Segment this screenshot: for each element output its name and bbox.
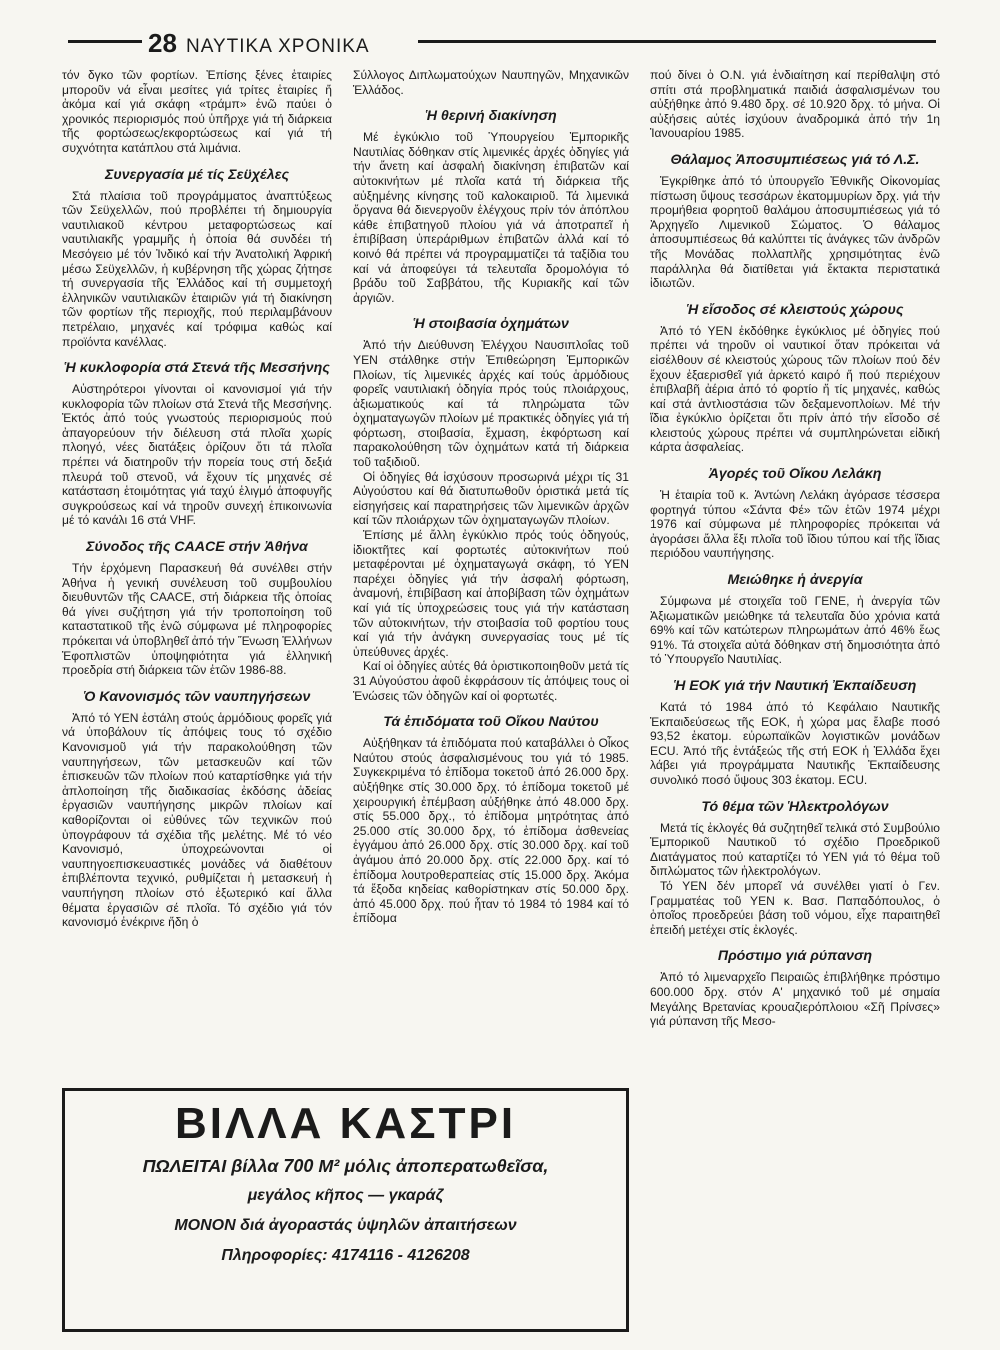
article-paragraph: Αὐστηρότεροι γίνονται οἱ κανονισμοί γιά τήν κυκλοφορία τῶν πλοίων στά Στενά τῆς Μεσσήνης. Ἐκτός ἀπό τούς γνωστούς περιορισμούς πού ἀπαγορεύουν τήν διέλευση στά πλοῖα χωρίς πλοηγό, νέες διατάξεις ὁρίζουν ὅτι τά πλοῖα πρέπει νά διατηροῦν τήν πορεία τους στή δεξιά πλευρά τοῦ στενοῦ, νά ἔχουν τίς μηχανές σέ κατάσταση ἑτοιμότητας γιά ταχύ ἑλιγμό ἀποφυγῆς συγκρούσεως καί νά τηροῦν συνεχή ἐπικοινωνία μέ τό κανάλι 16 στά VHF. — [62, 382, 332, 528]
article-title-eec-training: Ἡ ΕΟΚ γιά τήν Ναυτική Ἐκπαίδευση — [673, 678, 917, 694]
article-paragraph: Ἀπό τό λιμεναρχεῖο Πειραιῶς ἐπιβλήθηκε πρόστιμο 600.000 δρχ. στόν Α' μηχανικό τοῦ μέ σημαία Μεγάλης Βρετανίας κρουαζιερόπλοιου «Σῆ Πρίνσες» γιά ρύπανση τῆς Μεσο- — [650, 970, 940, 1029]
header-rule-left — [68, 40, 142, 43]
article-continuation: τόν δγκο τῶν φορτίων. Ἐπίσης ξένες ἑταιρίες μποροῦν νά εἶναι μεσίτες γιά τρίτες ἑταιρίες ἤ ἀκόμα καί γιά σκάφη «τράμπ» ἐνῶ παύει ὁ χρονικός περιορισμός πού ὑπῆρχε γιά τή διάρκεια τῆς φορτώσεως/εκφορτώσεως καί γιά τή συχνότητα κατάπλου στά λιμάνια. — [62, 68, 332, 155]
article-title-shipbuilding-regulation: Ὁ Κανονισμός τῶν ναυπηγήσεων — [83, 688, 311, 705]
article-paragraph: Μετά τίς ἐκλογές θά συζητηθεῖ τελικά στό Συμβούλιο Ἐμπορικοῦ Ναυτικοῦ τό σχέδιο Προεδρικοῦ Διατάγματος πού καταρτίζει τό ΥΕΝ γιά τό θέμα τοῦ διπλώματος τῶν ἠλεκτρολόγων. — [650, 820, 940, 879]
article-title-electricians: Τό θέμα τῶν Ἡλεκτρολόγων — [701, 798, 889, 815]
article-title-vehicle-stowage: Ἡ στοιβασία ὀχημάτων — [413, 316, 569, 333]
article-continuation: Σύλλογος Διπλωματούχων Ναυπηγῶν, Μηχανικῶν Ἑλλάδος. — [353, 68, 629, 97]
ad-phone-line: Πληροφορίες: 4174116 - 4126208 — [221, 1247, 470, 1264]
article-paragraph: Ἐγκρίθηκε ἀπό τό ὑπουργεῖο Ἐθνικῆς Οἰκονομίας πίστωση ὕψους τεσσάρων ἑκατομμυρίων δρχ. γιά τήν προμήθεια φορητοῦ θαλάμου ἀποσυμπιέσεως γιά τό Ἀρχηγεῖο Λιμενικοῦ Σώματος. Ὁ θάλαμος ἀποσυμπιέσεως θά καλύπτει τίς ἀνάγκες τῶν ἀνδρῶν τῆς Μονάδας πολλαπλῆς χρησιμότητας ἐνῶ παράλληλα θά διατίθεται γιά ἔκτακτα περιστατικά ἰδιωτῶν. — [650, 173, 940, 291]
ad-features-line: μεγάλος κῆπος — γκαράζ — [247, 1187, 444, 1204]
article-paragraph: Κατά τό 1984 ἀπό τό Κεφάλαιο Ναυτικῆς Ἐκπαιδεύσεως τῆς ΕΟΚ, ἡ χώρα μας ἔλαβε ποσό 93,52 ἑκατομ. εὐρωπαϊκῶν λογιστικῶν μονάδων ECU. Ἀπό τῆς ἐντάξεώς τῆς στή ΕΟΚ ἡ Ἑλλάδα ἔχει λάβει γιά προγράμματα Ναυτικῆς Ἐκπαίδευσης συνολικό ποσό ὕψους 303 ἑκατομ. ECU. — [650, 700, 940, 787]
column-2 — [353, 68, 629, 1083]
article-paragraph: Τήν ἐρχόμενη Παρασκευή θά συνέλθει στήν Ἀθήνα ἡ γενική συνέλευση τοῦ συμβουλίου διευθυντῶν τῆς CAACE, στή διάρκεια τῆς ὁποίας θά γίνει συζήτηση γιά τήν τροποποίηση τοῦ καταστατικοῦ τῆς ἐνῶ σύμφωνα μέ πληροφορίες πρόκειται νά ὑποβληθεῖ ἀπό τήν Ἕνωση Ἑλλήνων Ἐφοπλιστῶν ὑποψηφιότητα γιά ἑλληνική προεδρία στή διάρκεια τῶν ἐτῶν 1986-88. — [62, 561, 332, 678]
article-paragraph: Ἀπό τό ΥΕΝ ἐκδόθηκε ἐγκύκλιος μέ ὁδηγίες πού πρέπει νά τηροῦν οἱ ναυτικοί ὅταν πρόκειται νά εἰσέλθουν σέ κλειστούς χώρους τῶν πλοίων πού δέν ἔχουν ἐξαερισθεῖ γιά ἀρκετό καιρό ἤ πού περιέχουν ἐπιβλαβῆ ἀέρια ἀπό τό φορτίο ἤ τίς μηχανές, καθώς καί στά ἀντλιοστάσια τῶν δεξαμενοπλοίων. Μέ τήν ἴδια ἐγκύκλιο ὁρίζεται ὅτι πρίν ἀπό τήν εἴσοδο σέ κλειστούς χώρους πρέπει νά συμπληρώνεται εἰδική κάρτα ἀσφαλείας. — [650, 323, 940, 455]
ad-title: ΒΙΛΛΑ ΚΑΣΤΡΙ — [174, 1099, 517, 1148]
article-title-caace: Σύνοδος τῆς CAACE στήν Ἀθήνα — [86, 539, 308, 556]
article-paragraph: Στά πλαίσια τοῦ προγράμματος ἀναπτύξεως τῶν Σεϋχελλῶν, πού προβλέπει τή δημιουργία ναυτιλιακοῦ κέντρου μεταφορτώσεως καί ναυτιλιακῆς γραμμῆς ἡ ὁποία θά συνδέει τή Μεσόγειο μέ τόν Ἰνδικό καί τήν Ἀνατολική Ἀφρική μέσω Σεϋχελλῶν, ἡ κυβέρνηση τῆς χώρας ζήτησε τή συνεργασία τῆς Ἑλλάδος καί τή συμμετοχή ἑλληνικῶν ναυτιλιακῶν ἑταιριῶν γιά τή διακίνηση τῶν φορτίων τῆς περιοχῆς, πού περιλαμβάνουν πετρέλαιο, μηχανές καί τρόφιμα καθώς καί προϊόντα κανέλλας. — [62, 188, 332, 349]
article-paragraph: Οἱ ὁδηγίες θά ἰσχύσουν προσωρινά μέχρι τίς 31 Αὐγούστου καί θά διατυπωθοῦν ὁριστικά μετά τίς εἰσηγήσεις καί παρατηρήσεις τῶν λιμενικῶν ἀρχῶν καί τῶν πλοιάρχων τῶν ὀχηματαγωγῶν πλοίων. — [353, 469, 629, 528]
column-1 — [62, 68, 332, 1083]
article-paragraph: Ἐπίσης μέ ἄλλη ἐγκύκλιο πρός τούς ὁδηγούς, ἰδιοκτῆτες καί φορτωτές αὐτοκινήτων πού μεταφέρονται μέ ὀχηματαγωγά σκάφη, τό ΥΕΝ παρέχει ὁδηγίες γιά τήν ἀσφαλή φόρτωση, ἀναμονή, ἐπιβίβαση καί ἀποβίβαση τῶν ὀχημάτων καί γιά τίς ὑποχρεώσεις τους γιά τήν κατάσταση τῶν αὐτοκινήτων, τήν στοιβασία τοῦ φορτίου τους καί γιά τήν ἀνάγκη συνεργασίας τους μέ τίς ὑπεύθυνες ἀρχές. — [353, 528, 629, 659]
article-paragraph: Ἀπό τό ΥΕΝ ἐστάλη στούς ἁρμόδιους φορεῖς γιά νά ὑποβάλουν τίς ἀπόψεις τους τό σχέδιο Κανονισμοῦ γιά τήν παρακολούθηση τῶν ναυπηγήσεων, τῶν μετασκευῶν καί τῶν ἐπισκευῶν τῶν πλοίων πού καταρτίσθηκε γιά τήν ἁπλοποίηση τῆς διαδικασίας ἐκδόσης ἀδείας ἐργασιῶν ναυπήγησης μικρῶν πλοίων καί καθορίζονται οἱ εὐθύνες τῶν τεχνικῶν πού ὑπογράφουν τά σχέδια τῆς μελέτης. Μέ τό νέο Κανονισμό, ὑποχρεώνονται οἱ ναυπηγοεπισκευαστικές μονάδες νά διαθέτουν ἐπιβλέποντα τεχνικό, ρυθμίζεται ἡ μετασκευή ἡ ναυπήγηση πλοίων στό ἐξωτερικό καί ἄλλα θέματα ἐργασιῶν σέ πλοῖα. Τό σχέδιο γιά τόν κανονισμό ἐνέκρινε ἤδη ὁ — [62, 710, 332, 930]
villa-advertisement — [62, 1088, 629, 1332]
article-paragraph: Ἡ ἑταιρία τοῦ κ. Ἀντώνη Λελάκη ἀγόρασε τέσσερα φορτηγά τύπου «Σάντα Φέ» τῶν ἐτῶν 1974 μέχρι 1976 καί σύμφωνα μέ πληροφορίες πρόκειται νά ἀγοράσει ἄλλα ἕξι πλοῖα τοῦ ἴδιου τύπου καί τῆς ἴδιας περιόδου ναυπήγησης. — [650, 488, 940, 561]
ad-sale-line: ΠΩΛΕΙΤΑΙ βίλλα 700 Μ² μόλις ἀποπερατωθεῖσα, — [142, 1156, 549, 1176]
article-paragraph: Αὐξήθηκαν τά ἐπιδόματα πού καταβάλλει ὁ Οἶκος Ναύτου στούς ἀσφαλισμένους του γιά τό 1985. Συγκεκριμένα τό ἐπίδομα τοκετοῦ ἀπό 26.000 δρχ. αὐξήθηκε στίς 30.000 δρχ. τό ἐπίδομα τοκετοῦ μέ χειρουργική ἐπέμβαση αὐξήθηκε ἀπό 48.000 δρχ. στίς 55.000 δρχ., τό ἐπίδομα μητρότητας ἀπό 25.000 στίς 30.000 δρχ, τό ἐπίδομα ἀσθενείας ἐγγάμου ἀπό 26.000 δρχ. στίς 30.000 δρχ. καί τοῦ ἀγάμου ἀπό 20.000 δρχ. στίς 22.000 δρχ. καί τό ἐπίδομα λουτροθεραπείας στίς 15.000 δρχ. Ἀκόμα τά ἔξοδα κηδείας καθορίστηκαν στίς 50.000 δρχ. ἀπό 45.000 δρχ. πού ἦταν τό 1984 τό 1984 καί τό ἐπίδομα — [353, 736, 629, 926]
article-title-summer-traffic: Ἡ θερινή διακίνηση — [425, 108, 557, 125]
article-title-enclosed-spaces: Ἡ εἴσοδος σέ κλειστούς χώρους — [686, 301, 904, 318]
publication-title: ΝΑΥΤΙΚΑ ΧΡΟΝΙΚΑ — [186, 36, 370, 57]
column-3 — [650, 68, 940, 1283]
article-paragraph: Σύμφωνα μέ στοιχεῖα τοῦ ΓΕΝΕ, ἡ ἀνεργία τῶν Ἀξιωματικῶν μειώθηκε τά τελευταῖα δύο χρόνια κατά 69% καί τῶν κατώτερων πληρωμάτων ἀπό 46% ἕως 91%. Τά στοιχεῖα αὐτά δόθηκαν στή δημοσιότητα ἀπό τό Ὑπουργεῖο Ναυτιλίας. — [650, 594, 940, 667]
article-paragraph: Ἀπό τήν Διεύθυνση Ἐλέγχου Ναυσιπλοΐας τοῦ ΥΕΝ στάλθηκε στήν Ἐπιθεώρηση Ἐμπορικῶν Πλοίων, τίς λιμενικές ἀρχές καί τούς ἁρμόδιους φορεῖς ναυτιλιακή ὁδηγία πρός τούς πλοιάρχους, ἀξιωματικούς καί τά πληρώματα τῶν ὀχηματαγωγῶν πλοίων μέ πρακτικές ὁδηγίες γιά τή φόρτωση, στοιβασία, ἔχμαση, ἐκφόρτωση καί παρακολούθηση τῶν ὀχημάτων κατά τή διάρκεια τοῦ ταξιδιοῦ. — [353, 338, 629, 470]
article-title-lelakis-purchases: Ἀγορές τοῦ Οἴκου Λελάκη — [708, 466, 882, 483]
article-title-pollution-fine: Πρόστιμο γιά ρύπανση — [717, 948, 873, 965]
article-title-decompression-chamber: Θάλαμος Ἀποσυμπιέσεως γιά τό Λ.Σ. — [670, 151, 920, 168]
article-title-seychelles: Συνεργασία μέ τίς Σεϋχέλες — [104, 166, 290, 183]
page-number: 28 — [148, 28, 177, 58]
ad-buyers-line: ΜΟΝΟΝ διά ἀγοραστάς ὑψηλῶν ἀπαιτήσεων — [174, 1217, 517, 1234]
article-paragraph: Τό ΥΕΝ δέν μπορεῖ νά συνέλθει γιατί ὁ Γεν. Γραμματέας τοῦ ΥΕΝ κ. Βασ. Παπαδόπουλος, ὁ ὁποῖος προεδρεύει βάση τοῦ νόμου, εἶχε παραιτηθεῖ ἐπειδή μετέχει στίς ἐκλογές. — [650, 878, 940, 937]
article-title-seamen-allowances: Τά ἐπιδόματα τοῦ Οἴκου Ναύτου — [383, 714, 599, 731]
article-title-messina: Ἡ κυκλοφορία στά Στενά τῆς Μεσσήνης — [64, 360, 330, 377]
page-header — [68, 30, 936, 60]
header-rule-right — [418, 40, 936, 43]
article-paragraph: Μέ ἐγκύκλιο τοῦ Ὑπουργείου Ἐμπορικῆς Ναυτιλίας δόθηκαν στίς λιμενικές ἀρχές ὁδηγίες γιά τήν ἄνετη καί ἀσφαλή διακίνηση ἐπιβατῶν καί αὐτοκινήτων μέ πλοῖα κατά τή διάρκεια τῆς αὐξημένης κίνησης τοῦ καλοκαιριοῦ. Τά λιμενικά ὄργανα θά διενεργοῦν ἐλέγχους πρίν τόν ἀπόπλου κάθε ἐπιβατηγοῦ πλοίου γιά νά ἀποτραπεῖ ἡ ἐπιβίβαση ὑπεράριθμων ἐπιβατῶν ἀλλά καί τό κοινό θά πρέπει νά προγραμματίζει τά ταξίδια του καί νά ἀποφεύγει τά τελευταῖα δρομολόγια τό βράδυ τοῦ Σαββάτου, τῆς Κυριακῆς καί τῶν ἀργιῶν. — [353, 130, 629, 305]
article-paragraph: Καί οἱ ὁδηγίες αὐτές θά ὁριστικοποιηθοῦν μετά τίς 31 Αὐγούστου ἀφοῦ ἐκφράσουν τίς ἀπόψεις τους οἱ Ἑνώσεις τῶν ὁδηγῶν καί οἱ φορτωτές. — [353, 659, 629, 703]
article-continuation: πού δίνει ὁ Ο.Ν. γιά ἐνδιαίτηση καί περίθαλψη στό σπίτι στά προβληματικά παιδιά ἀσφαλισμένων του αὐξήθηκε ἀπό 9.480 δρχ. σέ 10.920 δρχ. τό μήνα. Οἱ αὐξήσεις αὐτές ἰσχύουν ἀναδρομικά ἀπό τήν 1η Ἰανουαρίου 1985. — [650, 68, 940, 141]
article-title-unemployment: Μειώθηκε ἡ ἀνεργία — [727, 572, 863, 589]
